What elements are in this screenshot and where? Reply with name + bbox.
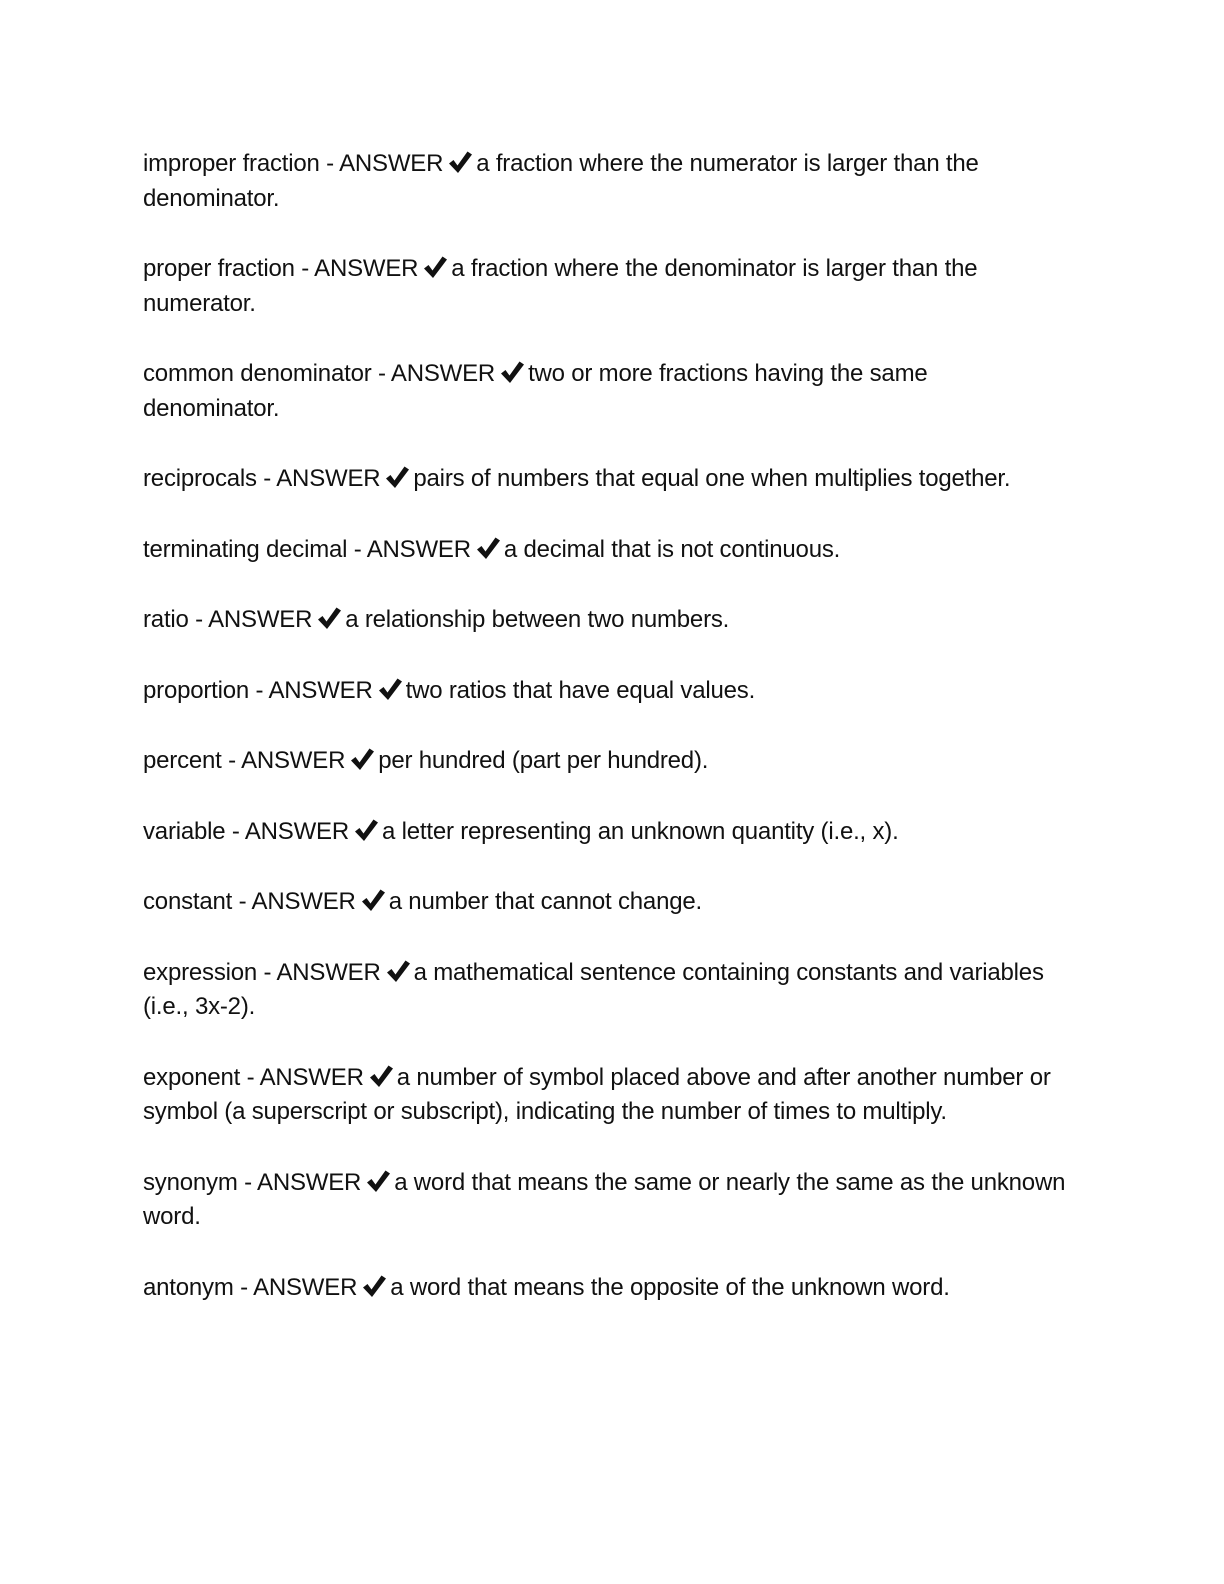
entry-term: proper fraction (143, 255, 295, 282)
entry-definition: a number that cannot change. (388, 888, 702, 915)
entry-separator: - (371, 360, 391, 387)
answer-label: ANSWER (276, 958, 381, 986)
entry-term: proportion (143, 676, 250, 704)
entry-definition: per hundred (part per hundred). (378, 747, 709, 774)
entry-term: variable (143, 817, 226, 845)
entry-separator: - (233, 1273, 254, 1301)
answer-label: ANSWER (366, 535, 471, 563)
glossary-entry (143, 357, 1068, 426)
entry-separator: - (257, 958, 277, 986)
answer-label: ANSWER (241, 747, 346, 774)
checkmark-icon (316, 606, 342, 630)
glossary-entry (143, 603, 1068, 638)
entry-term: reciprocals (143, 465, 257, 492)
entry-definition: a number of symbol placed above and after another number or symbol (a superscript or subscript), indicating the number of times to multiply. (143, 1063, 1051, 1125)
entry-separator: - (237, 1168, 258, 1196)
answer-label: ANSWER (339, 150, 444, 177)
checkmark-icon (385, 959, 411, 983)
checkmark-icon (499, 360, 525, 384)
answer-label: ANSWER (208, 606, 313, 633)
entry-separator: - (240, 1063, 260, 1091)
answer-label: ANSWER (390, 360, 496, 387)
glossary-entry (143, 462, 1068, 497)
answer-label: ANSWER (253, 1273, 358, 1301)
checkmark-icon (475, 536, 501, 560)
entry-separator: - (225, 817, 245, 845)
entry-separator: - (319, 150, 340, 177)
checkmark-icon (377, 677, 403, 701)
glossary-entry (143, 1166, 1068, 1235)
entry-term: antonym (143, 1273, 234, 1301)
entry-definition: a word that means the opposite of the unknown word. (390, 1273, 950, 1301)
answer-label: ANSWER (314, 255, 419, 282)
entry-term: synonym (143, 1168, 238, 1196)
entry-definition: a fraction where the denominator is larger than the numerator. (143, 255, 978, 317)
entry-definition: two ratios that have equal values. (405, 676, 756, 704)
entry-separator: - (188, 606, 209, 633)
checkmark-icon (353, 818, 379, 842)
entry-separator: - (221, 747, 242, 774)
answer-label: ANSWER (259, 1063, 364, 1091)
answer-label: ANSWER (257, 1168, 362, 1196)
entry-term: constant (143, 888, 233, 915)
entry-term: improper fraction (143, 150, 320, 177)
answer-label: ANSWER (268, 676, 373, 704)
glossary-entry (143, 885, 1068, 920)
glossary-entry (143, 147, 1068, 216)
entry-definition: two or more fractions having the same denominator. (143, 360, 928, 422)
checkmark-icon (361, 1274, 387, 1298)
entry-definition: a word that means the same or nearly the same as the unknown word. (143, 1168, 1066, 1230)
entry-term: percent (143, 747, 222, 774)
glossary-entry (143, 1271, 1068, 1306)
entry-separator: - (294, 255, 315, 282)
checkmark-icon (422, 255, 448, 279)
checkmark-icon (349, 747, 375, 771)
glossary-entry (143, 674, 1068, 709)
answer-label: ANSWER (251, 888, 356, 915)
glossary-entry (143, 1061, 1068, 1130)
entry-separator: - (249, 676, 269, 704)
entry-term: exponent (143, 1063, 241, 1091)
entry-separator: - (232, 888, 252, 915)
entry-definition: a relationship between two numbers. (345, 606, 730, 633)
entry-term: common denominator (143, 360, 372, 387)
entry-term: expression (143, 958, 258, 986)
entry-term: ratio (143, 606, 189, 633)
entry-definition: a letter representing an unknown quantity (i.e., x). (382, 817, 899, 845)
checkmark-icon (365, 1169, 391, 1193)
glossary-entry (143, 533, 1068, 568)
entry-term: terminating decimal (143, 535, 348, 563)
glossary-entry (143, 744, 1068, 779)
entry-definition: a mathematical sentence containing constants and variables (i.e., 3x-2). (143, 958, 1044, 1020)
entry-definition: pairs of numbers that equal one when multiplies together. (413, 465, 1011, 492)
checkmark-icon (447, 150, 473, 174)
checkmark-icon (368, 1064, 394, 1088)
answer-label: ANSWER (244, 817, 349, 845)
entry-separator: - (256, 465, 277, 492)
glossary-entry (143, 252, 1068, 321)
glossary-entries (143, 147, 1068, 1341)
glossary-entry (143, 815, 1068, 850)
answer-label: ANSWER (276, 465, 381, 492)
entry-separator: - (347, 535, 367, 563)
checkmark-icon (360, 888, 386, 912)
entry-definition: a decimal that is not continuous. (503, 535, 841, 563)
checkmark-icon (384, 465, 410, 489)
glossary-entry (143, 956, 1068, 1025)
entry-definition: a fraction where the numerator is larger than the denominator. (143, 150, 979, 212)
